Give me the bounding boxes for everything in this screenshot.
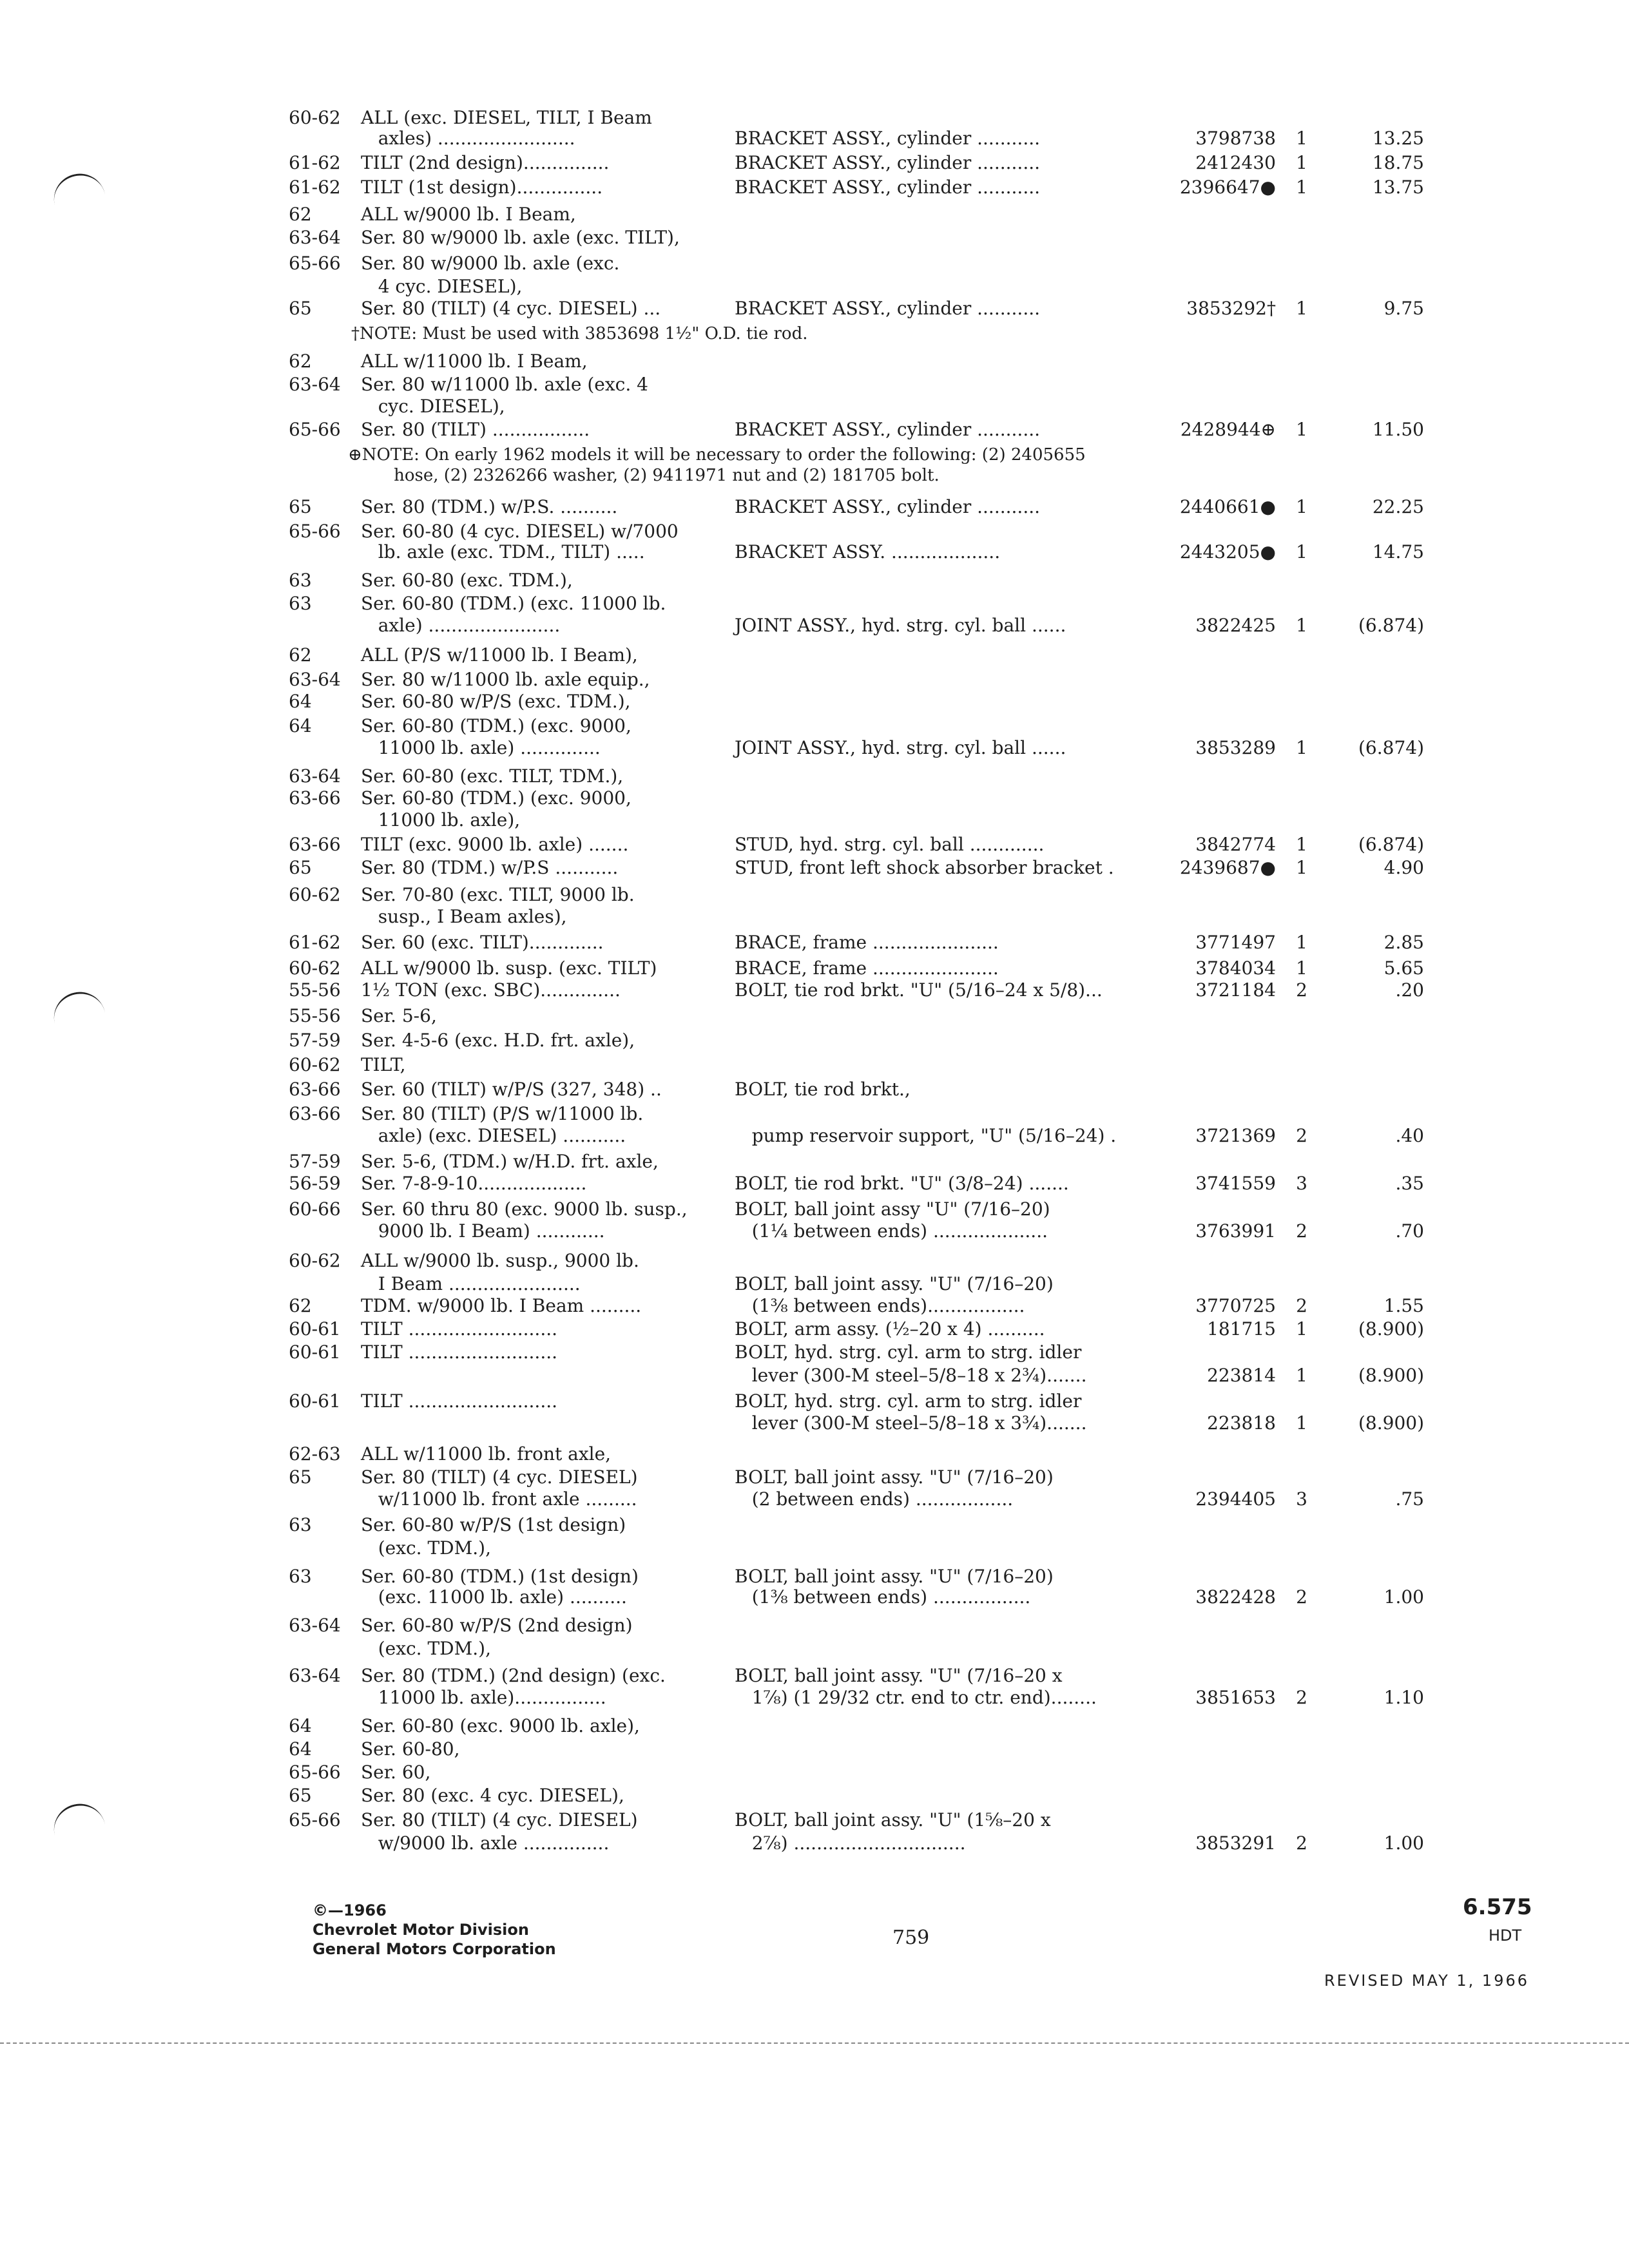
model-years: 65-66 <box>289 521 341 542</box>
quantity: 1 <box>1296 177 1307 198</box>
model-years: 60-62 <box>289 957 341 979</box>
part-number: 2394405 <box>1195 1488 1276 1510</box>
footnote: ⊕NOTE: On early 1962 models it will be necessary to order the following: (2) 2405655 <box>348 445 1086 465</box>
part-description: BOLT, ball joint assy. "U" (1⅝–20 x <box>735 1809 1051 1831</box>
model-years: 56-59 <box>289 1173 341 1194</box>
quantity: 1 <box>1296 834 1307 855</box>
part-number: 2443205● <box>1179 541 1276 562</box>
application: Ser. 60 (TILT) w/P/S (327, 348) .. <box>361 1079 662 1100</box>
application: (exc. TDM.), <box>361 1638 491 1659</box>
list-price: .35 <box>1395 1173 1424 1194</box>
part-description: 1⅞) (1 29/32 ctr. end to ctr. end)........ <box>735 1687 1097 1708</box>
model-years: 55-56 <box>289 1005 341 1026</box>
application: TILT (exc. 9000 lb. axle) ....... <box>361 834 629 855</box>
part-number: 3741559 <box>1195 1173 1276 1194</box>
application: Ser. 60 thru 80 (exc. 9000 lb. susp., <box>361 1198 688 1220</box>
application: TILT (2nd design)............... <box>361 152 610 173</box>
application: Ser. 7-8-9-10................... <box>361 1173 587 1194</box>
application: TILT .......................... <box>361 1341 558 1363</box>
part-description: BOLT, hyd. strg. cyl. arm to strg. idler <box>735 1390 1082 1412</box>
quantity: 3 <box>1296 1488 1307 1510</box>
part-number: 3853291 <box>1195 1832 1276 1854</box>
part-number: 3842774 <box>1195 834 1276 855</box>
model-years: 65 <box>289 298 312 319</box>
application: Ser. 60-80 w/P/S (exc. TDM.), <box>361 691 631 712</box>
model-years: 60-62 <box>289 1054 341 1075</box>
model-years: 60-61 <box>289 1318 341 1340</box>
application: ALL w/9000 lb. susp., 9000 lb. <box>361 1250 639 1271</box>
list-price: .20 <box>1395 979 1424 1001</box>
application: Ser. 70-80 (exc. TILT, 9000 lb. <box>361 884 635 905</box>
part-description: BRACE, frame ...................... <box>735 957 999 979</box>
quantity: 1 <box>1296 857 1307 878</box>
model-years: 63 <box>289 1514 312 1535</box>
model-years: 57-59 <box>289 1030 341 1051</box>
application: 11000 lb. axle) .............. <box>361 737 601 758</box>
model-years: 65 <box>289 1466 312 1488</box>
quantity: 2 <box>1296 1295 1307 1316</box>
section-number: 6.575 <box>1463 1894 1532 1920</box>
list-price: (8.900) <box>1358 1412 1424 1434</box>
part-description: BOLT, hyd. strg. cyl. arm to strg. idler <box>735 1341 1082 1363</box>
model-years: 60-62 <box>289 1250 341 1271</box>
application: w/11000 lb. front axle ......... <box>361 1488 637 1510</box>
application: Ser. 60-80 (exc. TDM.), <box>361 570 573 591</box>
application: (exc. 11000 lb. axle) .......... <box>361 1586 627 1608</box>
part-description: BRACE, frame ...................... <box>735 932 999 953</box>
application: ALL w/9000 lb. I Beam, <box>361 204 576 225</box>
model-years: 62 <box>289 204 312 225</box>
application: Ser. 60, <box>361 1762 431 1783</box>
model-years: 65-66 <box>289 1762 341 1783</box>
model-years: 61-62 <box>289 932 341 953</box>
application: Ser. 80 (TILT) (P/S w/11000 lb. <box>361 1103 644 1124</box>
quantity: 1 <box>1296 128 1307 149</box>
model-years: 63-64 <box>289 765 341 787</box>
quantity: 1 <box>1296 957 1307 979</box>
list-price: 2.85 <box>1383 932 1424 953</box>
model-years: 62 <box>289 351 312 372</box>
part-number: 3822425 <box>1195 615 1276 636</box>
model-years: 63-64 <box>289 1665 341 1686</box>
application: ALL (exc. DIESEL, TILT, I Beam <box>361 107 652 128</box>
model-years: 63 <box>289 593 312 614</box>
quantity: 2 <box>1296 979 1307 1001</box>
model-years: 60-66 <box>289 1198 341 1220</box>
part-description: (1⅜ between ends)................. <box>735 1295 1025 1316</box>
application: Ser. 4-5-6 (exc. H.D. frt. axle), <box>361 1030 635 1051</box>
quantity: 1 <box>1296 737 1307 758</box>
application: Ser. 5-6, <box>361 1005 437 1026</box>
quantity: 1 <box>1296 419 1307 440</box>
model-years: 65-66 <box>289 1809 341 1831</box>
list-price: .70 <box>1395 1220 1424 1242</box>
quantity: 2 <box>1296 1125 1307 1146</box>
part-number: 3798738 <box>1195 128 1276 149</box>
application: TILT (1st design)............... <box>361 177 603 198</box>
list-price: 18.75 <box>1372 152 1424 173</box>
list-price: 1.10 <box>1383 1687 1424 1708</box>
part-description: BOLT, tie rod brkt. "U" (3/8–24) ....... <box>735 1173 1069 1194</box>
part-description: STUD, front left shock absorber bracket . <box>735 857 1114 878</box>
list-price: 1.55 <box>1383 1295 1424 1316</box>
list-price: 1.00 <box>1383 1832 1424 1854</box>
application: Ser. 80 w/11000 lb. axle equip., <box>361 669 650 690</box>
part-number: 181715 <box>1207 1318 1276 1340</box>
application: ALL w/11000 lb. I Beam, <box>361 351 588 372</box>
list-price: 4.90 <box>1383 857 1424 878</box>
part-number: 3721184 <box>1195 979 1276 1001</box>
part-number: 3770725 <box>1195 1295 1276 1316</box>
part-number: 3822428 <box>1195 1586 1276 1608</box>
list-price: .75 <box>1395 1488 1424 1510</box>
quantity: 3 <box>1296 1173 1307 1194</box>
model-years: 60-62 <box>289 107 341 128</box>
page-number: 759 <box>892 1927 930 1949</box>
application: 9000 lb. I Beam) ............ <box>361 1220 605 1242</box>
application: cyc. DIESEL), <box>361 396 505 417</box>
model-years: 60-61 <box>289 1390 341 1412</box>
part-number: 3853289 <box>1195 737 1276 758</box>
part-description: STUD, hyd. strg. cyl. ball ............. <box>735 834 1045 855</box>
quantity: 1 <box>1296 1318 1307 1340</box>
list-price: 5.65 <box>1383 957 1424 979</box>
part-description: BRACKET ASSY., cylinder ........... <box>735 419 1041 440</box>
application: Ser. 60-80 w/P/S (1st design) <box>361 1514 626 1535</box>
application: Ser. 80 w/9000 lb. axle (exc. TILT), <box>361 227 680 248</box>
model-years: 60-62 <box>289 884 341 905</box>
part-description: BRACKET ASSY., cylinder ........... <box>735 177 1041 198</box>
part-description: lever (300-M steel–5/8–18 x 2¾)....... <box>735 1365 1087 1386</box>
quantity: 1 <box>1296 1365 1307 1386</box>
part-description: BOLT, ball joint assy. "U" (7/16–20) <box>735 1273 1054 1294</box>
application: TILT .......................... <box>361 1390 558 1412</box>
part-description: (1¼ between ends) .................... <box>735 1220 1048 1242</box>
list-price: 1.00 <box>1383 1586 1424 1608</box>
model-years: 65-66 <box>289 253 341 274</box>
quantity: 2 <box>1296 1220 1307 1242</box>
part-description: JOINT ASSY., hyd. strg. cyl. ball ...... <box>735 615 1066 636</box>
model-years: 63-66 <box>289 787 341 809</box>
part-description: JOINT ASSY., hyd. strg. cyl. ball ...... <box>735 737 1066 758</box>
quantity: 1 <box>1296 932 1307 953</box>
part-number: 3771497 <box>1195 932 1276 953</box>
part-description: BOLT, arm assy. (½–20 x 4) .......... <box>735 1318 1045 1340</box>
part-number: 223814 <box>1207 1365 1276 1386</box>
part-number: 3851653 <box>1195 1687 1276 1708</box>
application: ALL w/11000 lb. front axle, <box>361 1443 612 1465</box>
division-name: Chevrolet Motor Division <box>313 1921 529 1939</box>
part-number: 3784034 <box>1195 957 1276 979</box>
model-years: 62 <box>289 644 312 666</box>
application: Ser. 60-80 (TDM.) (exc. 11000 lb. <box>361 593 666 614</box>
bottom-rule <box>0 2042 1629 2044</box>
model-years: 60-61 <box>289 1341 341 1363</box>
application: Ser. 80 (TILT) ................. <box>361 419 590 440</box>
application: ALL (P/S w/11000 lb. I Beam), <box>361 644 638 666</box>
application: Ser. 60-80 (TDM.) (exc. 9000, <box>361 787 631 809</box>
list-price: (8.900) <box>1358 1318 1424 1340</box>
quantity: 1 <box>1296 1412 1307 1434</box>
application: Ser. 5-6, (TDM.) w/H.D. frt. axle, <box>361 1151 659 1172</box>
model-years: 63-66 <box>289 1079 341 1100</box>
application: 1½ TON (exc. SBC).............. <box>361 979 621 1001</box>
application: ALL w/9000 lb. susp. (exc. TILT) <box>361 957 657 979</box>
application: Ser. 60-80 (4 cyc. DIESEL) w/7000 <box>361 521 679 542</box>
part-description: BRACKET ASSY., cylinder ........... <box>735 496 1041 517</box>
part-description: BOLT, ball joint assy. "U" (7/16–20) <box>735 1466 1054 1488</box>
quantity: 2 <box>1296 1586 1307 1608</box>
model-years: 64 <box>289 715 312 736</box>
footnote: hose, (2) 2326266 washer, (2) 9411971 nut and (2) 181705 bolt. <box>351 466 940 485</box>
application: I Beam ....................... <box>361 1273 581 1294</box>
application: susp., I Beam axles), <box>361 906 567 927</box>
list-price: 9.75 <box>1383 298 1424 319</box>
application: Ser. 80 (exc. 4 cyc. DIESEL), <box>361 1785 624 1806</box>
footnote: †NOTE: Must be used with 3853698 1½" O.D. tie rod. <box>351 324 808 343</box>
application: lb. axle (exc. TDM., TILT) ..... <box>361 541 645 562</box>
punch-hole-mark <box>49 1799 105 1837</box>
application: Ser. 60-80 (TDM.) (exc. 9000, <box>361 715 631 736</box>
section-code: HDT <box>1489 1927 1522 1945</box>
model-years: 64 <box>289 691 312 712</box>
model-years: 63-64 <box>289 227 341 248</box>
application: 11000 lb. axle), <box>361 809 521 831</box>
list-price: .40 <box>1395 1125 1424 1146</box>
part-description: 2⅞) .............................. <box>735 1832 966 1854</box>
part-number: 223818 <box>1207 1412 1276 1434</box>
application: Ser. 80 (TDM.) (2nd design) (exc. <box>361 1665 666 1686</box>
application: axle) (exc. DIESEL) ........... <box>361 1125 626 1146</box>
application: axle) ....................... <box>361 615 561 636</box>
model-years: 63-66 <box>289 834 341 855</box>
model-years: 63 <box>289 570 312 591</box>
part-description: BRACKET ASSY. ................... <box>735 541 1001 562</box>
model-years: 63-64 <box>289 1615 341 1636</box>
part-number: 3853292† <box>1186 298 1276 319</box>
part-description: lever (300-M steel–5/8–18 x 3¾)....... <box>735 1412 1087 1434</box>
list-price: (6.874) <box>1358 615 1424 636</box>
revision-date: REVISED MAY 1, 1966 <box>1324 1972 1529 1990</box>
part-description: pump reservoir support, "U" (5/16–24) . <box>735 1125 1117 1146</box>
model-years: 65 <box>289 1785 312 1806</box>
list-price: (6.874) <box>1358 737 1424 758</box>
part-description: (1⅜ between ends) ................. <box>735 1586 1031 1608</box>
application: Ser. 80 w/9000 lb. axle (exc. <box>361 253 620 274</box>
list-price: (6.874) <box>1358 834 1424 855</box>
part-description: BRACKET ASSY., cylinder ........... <box>735 128 1041 149</box>
quantity: 2 <box>1296 1832 1307 1854</box>
list-price: 22.25 <box>1372 496 1424 517</box>
application: Ser. 80 w/11000 lb. axle (exc. 4 <box>361 374 648 395</box>
quantity: 2 <box>1296 1687 1307 1708</box>
model-years: 63-64 <box>289 374 341 395</box>
copyright: ©—1966 <box>313 1901 387 1919</box>
part-description: BOLT, ball joint assy "U" (7/16–20) <box>735 1198 1050 1220</box>
part-number: 2428944⊕ <box>1180 419 1276 440</box>
application: 11000 lb. axle)................ <box>361 1687 606 1708</box>
model-years: 65-66 <box>289 419 341 440</box>
part-number: 3763991 <box>1195 1220 1276 1242</box>
part-number: 2412430 <box>1195 152 1276 173</box>
corporation-name: General Motors Corporation <box>313 1940 556 1958</box>
model-years: 64 <box>289 1715 312 1736</box>
quantity: 1 <box>1296 615 1307 636</box>
list-price: 13.25 <box>1372 128 1424 149</box>
model-years: 63-66 <box>289 1103 341 1124</box>
part-description: BOLT, ball joint assy. "U" (7/16–20) <box>735 1566 1054 1587</box>
application: Ser. 60-80 (exc. 9000 lb. axle), <box>361 1715 640 1736</box>
punch-hole-mark <box>49 169 105 207</box>
application: Ser. 80 (TDM.) w/P.S ........... <box>361 857 619 878</box>
model-years: 65 <box>289 857 312 878</box>
part-description: BOLT, tie rod brkt., <box>735 1079 911 1100</box>
model-years: 62 <box>289 1295 312 1316</box>
model-years: 61-62 <box>289 177 341 198</box>
list-price: (8.900) <box>1358 1365 1424 1386</box>
quantity: 1 <box>1296 152 1307 173</box>
model-years: 57-59 <box>289 1151 341 1172</box>
application: Ser. 80 (TDM.) w/P.S. .......... <box>361 496 618 517</box>
application: w/9000 lb. axle ............... <box>361 1832 610 1854</box>
application: Ser. 80 (TILT) (4 cyc. DIESEL) <box>361 1466 638 1488</box>
model-years: 55-56 <box>289 979 341 1001</box>
application: axles) ........................ <box>361 128 575 149</box>
list-price: 11.50 <box>1372 419 1424 440</box>
model-years: 62-63 <box>289 1443 341 1465</box>
application: Ser. 80 (TILT) (4 cyc. DIESEL) ... <box>361 298 661 319</box>
part-description: BOLT, tie rod brkt. "U" (5/16–24 x 5/8)... <box>735 979 1103 1001</box>
application: Ser. 60-80 w/P/S (2nd design) <box>361 1615 633 1636</box>
model-years: 63 <box>289 1566 312 1587</box>
punch-hole-mark <box>49 987 105 1025</box>
part-description: (2 between ends) ................. <box>735 1488 1014 1510</box>
application: Ser. 60-80, <box>361 1738 460 1760</box>
application: TDM. w/9000 lb. I Beam ......... <box>361 1295 642 1316</box>
list-price: 13.75 <box>1372 177 1424 198</box>
application: Ser. 60-80 (exc. TILT, TDM.), <box>361 765 624 787</box>
part-description: BOLT, ball joint assy. "U" (7/16–20 x <box>735 1665 1063 1686</box>
quantity: 1 <box>1296 496 1307 517</box>
part-description: BRACKET ASSY., cylinder ........... <box>735 298 1041 319</box>
model-years: 65 <box>289 496 312 517</box>
part-number: 3721369 <box>1195 1125 1276 1146</box>
quantity: 1 <box>1296 541 1307 562</box>
application: Ser. 80 (TILT) (4 cyc. DIESEL) <box>361 1809 638 1831</box>
application: Ser. 60 (exc. TILT)............. <box>361 932 604 953</box>
application: TILT, <box>361 1054 406 1075</box>
list-price: 14.75 <box>1372 541 1424 562</box>
part-number: 2440661● <box>1179 496 1276 517</box>
model-years: 63-64 <box>289 669 341 690</box>
quantity: 1 <box>1296 298 1307 319</box>
model-years: 64 <box>289 1738 312 1760</box>
application: (exc. TDM.), <box>361 1537 491 1559</box>
part-number: 2439687● <box>1179 857 1276 878</box>
part-description: BRACKET ASSY., cylinder ........... <box>735 152 1041 173</box>
part-number: 2396647● <box>1179 177 1276 198</box>
model-years: 61-62 <box>289 152 341 173</box>
application: Ser. 60-80 (TDM.) (1st design) <box>361 1566 639 1587</box>
application: TILT .......................... <box>361 1318 558 1340</box>
application: 4 cyc. DIESEL), <box>361 276 523 297</box>
